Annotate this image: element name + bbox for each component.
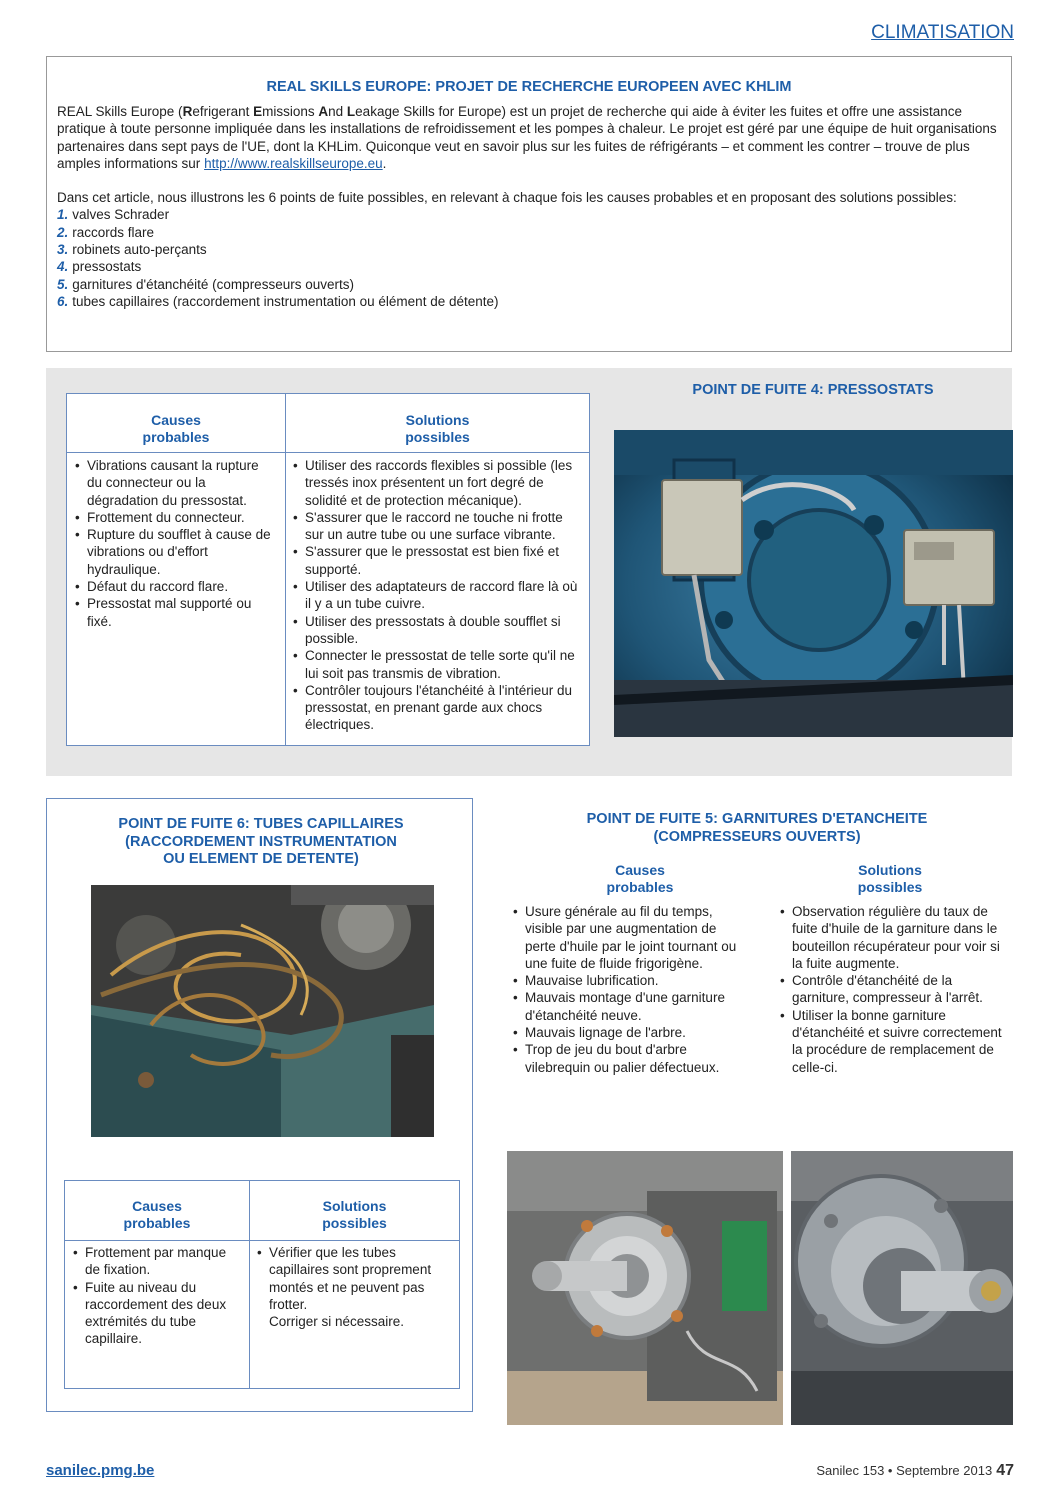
leak-point-text: valves Schrader <box>72 207 170 223</box>
intro-title: REAL SKILLS EUROPE: PROJET DE RECHERCHE EUROPEEN AVEC KHLIM <box>266 79 792 95</box>
point5-solutions-head: Solutions possibles <box>857 862 923 895</box>
point6-table <box>64 1180 460 1389</box>
list-item: • Usure générale au fil du temps, visible par une augmentation de perte d'huile par le joint tournant ou une fuite de fluide frigorigène. <box>513 903 741 972</box>
footer-issue: Sanilec 153 • Septembre 2013 47 <box>816 1462 1014 1479</box>
point4-heading: POINT DE FUITE 4: PRESSOSTATS <box>692 382 934 398</box>
list-item: • Rupture du soufflet à cause de vibrations ou d'effort hydraulique. <box>75 526 275 578</box>
leak-point-number: 1. <box>57 207 69 223</box>
leak-point-number: 4. <box>57 259 69 275</box>
list-item: • Connecter le pressostat de telle sorte qu'il ne lui soit pas transmis de vibration. <box>293 647 579 682</box>
point4-table <box>66 393 590 746</box>
intro-paragraph-2: Dans cet article, nous illustrons les 6 points de fuite possibles, en relevant à chaque fois les causes probables et en proposant des solutions possibles: <box>57 190 957 206</box>
leak-point-text: tubes capillaires (raccordement instrumentation ou élément de détente) <box>72 293 499 309</box>
list-item: • Trop de jeu du bout d'arbre vilebrequin ou palier défectueux. <box>513 1041 741 1076</box>
compressor-seal-photo-2 <box>791 1151 1013 1425</box>
leak-point-text: garnitures d'étanchéité (compresseurs ouverts) <box>72 276 354 292</box>
point6-causes-list <box>73 1244 243 1348</box>
point5-causes-list <box>513 903 741 1076</box>
intro-paragraph: REAL Skills Europe (Refrigerant Emissions And Leakage Skills for Europe) est un projet de recherche qui aide à éviter les fuites et offre une assistance pratique à toute personne impliquée dans les installations de refroidissement et les pompes à chaleur. Le projet est géré par une équipe de huit organisations partenaires dans sept pays de l'UE, dont la KHLim. Quiconque veut en savoir plus sur les fuites de réfrigérants – et comment les contrer – trouve de plus amples informations sur http://www.realskillseurope.eu. <box>57 104 997 171</box>
point6-solutions-head: Solutions possibles <box>322 1198 387 1231</box>
list-item: • Vibrations causant la rupture du connecteur ou la dégradation du pressostat. <box>75 457 275 509</box>
capillary-tube-photo <box>91 885 434 1137</box>
list-item: • Utiliser des pressostats à double soufflet si possible. <box>293 613 579 648</box>
list-item: • Frottement du connecteur. <box>75 509 275 526</box>
section-tag: CLIMATISATION <box>871 22 1014 43</box>
list-item: • Vérifier que les tubes capillaires sont proprement montés et ne peuvent pas frotter. <box>257 1244 449 1313</box>
page-number: 47 <box>996 1462 1014 1479</box>
list-item: • Contrôler toujours l'étanchéité à l'intérieur du pressostat, en prenant garde aux chocs électriques. <box>293 682 579 734</box>
point5-solutions-list <box>780 903 1008 1076</box>
list-item: • Utiliser des adaptateurs de raccord flare là où il y a un tube cuivre. <box>293 578 579 613</box>
leak-point-number: 2. <box>57 224 69 240</box>
list-item: • S'assurer que le raccord ne touche ni frotte sur un autre tube ou une surface vibrante. <box>293 509 579 544</box>
list-item: • Mauvais montage d'une garniture d'étanchéité neuve. <box>513 989 741 1024</box>
point4-causes-head: Causes probables <box>142 412 210 445</box>
list-item: • Utiliser la bonne garniture d'étanchéité et suivre correctement la procédure de remplacement de celle-ci. <box>780 1007 1008 1076</box>
leak-point-item <box>57 293 1001 310</box>
leak-point-item <box>57 276 1001 293</box>
point6-heading: POINT DE FUITE 6: TUBES CAPILLAIRES (RACCORDEMENT INSTRUMENTATION OU ELEMENT DE DETENTE) <box>118 816 404 867</box>
point5-causes-head: Causes probables <box>606 862 674 895</box>
pressostat-photo <box>614 430 1013 737</box>
compressor-seal-photo-1 <box>507 1151 783 1425</box>
list-item: Corriger si nécessaire. <box>269 1314 405 1330</box>
list-item: • Mauvaise lubrification. <box>513 972 741 989</box>
list-item: • Défaut du raccord flare. <box>75 578 275 595</box>
realskills-link[interactable]: http://www.realskillseurope.eu <box>204 155 383 171</box>
intro-box <box>46 56 1012 352</box>
list-item: • Frottement par manque de fixation. <box>73 1244 243 1279</box>
leak-point-number: 5. <box>57 276 69 292</box>
leak-point-number: 3. <box>57 242 69 258</box>
footer-site-link[interactable]: sanilec.pmg.be <box>46 1462 155 1479</box>
list-item: • Contrôle d'étanchéité de la garniture, compresseur à l'arrêt. <box>780 972 1008 1007</box>
list-item: • Observation régulière du taux de fuite d'huile de la garniture dans le bouteillon récupérateur pour voir si la fuite augmente. <box>780 903 1008 972</box>
point6-causes-head: Causes probables <box>123 1198 191 1231</box>
leak-point-item <box>57 206 1001 223</box>
list-item: • Utiliser des raccords flexibles si possible (les tressés inox présentent un fort degré de solidité et de protection mécanique). <box>293 457 579 509</box>
list-item: • Pressostat mal supporté ou fixé. <box>75 595 275 630</box>
leak-point-number: 6. <box>57 293 69 309</box>
leak-point-item <box>57 224 1001 241</box>
point4-causes-list <box>75 457 275 630</box>
leak-point-text: raccords flare <box>72 224 155 240</box>
leak-point-item <box>57 258 1001 275</box>
point4-solutions-head: Solutions possibles <box>405 412 470 445</box>
leak-points-list <box>57 206 1001 310</box>
leak-point-text: robinets auto-perçants <box>72 242 207 258</box>
point4-solutions-list <box>293 457 579 734</box>
point6-solutions-list <box>257 1244 449 1330</box>
point5-heading: POINT DE FUITE 5: GARNITURES D'ETANCHEITE (COMPRESSEURS OUVERTS) <box>586 811 928 845</box>
leak-point-text: pressostats <box>72 259 142 275</box>
list-item: • Fuite au niveau du raccordement des deux extrémités du tube capillaire. <box>73 1279 243 1348</box>
leak-point-item <box>57 241 1001 258</box>
list-item: • Mauvais lignage de l'arbre. <box>513 1024 741 1041</box>
list-item: • S'assurer que le pressostat est bien fixé et supporté. <box>293 543 579 578</box>
